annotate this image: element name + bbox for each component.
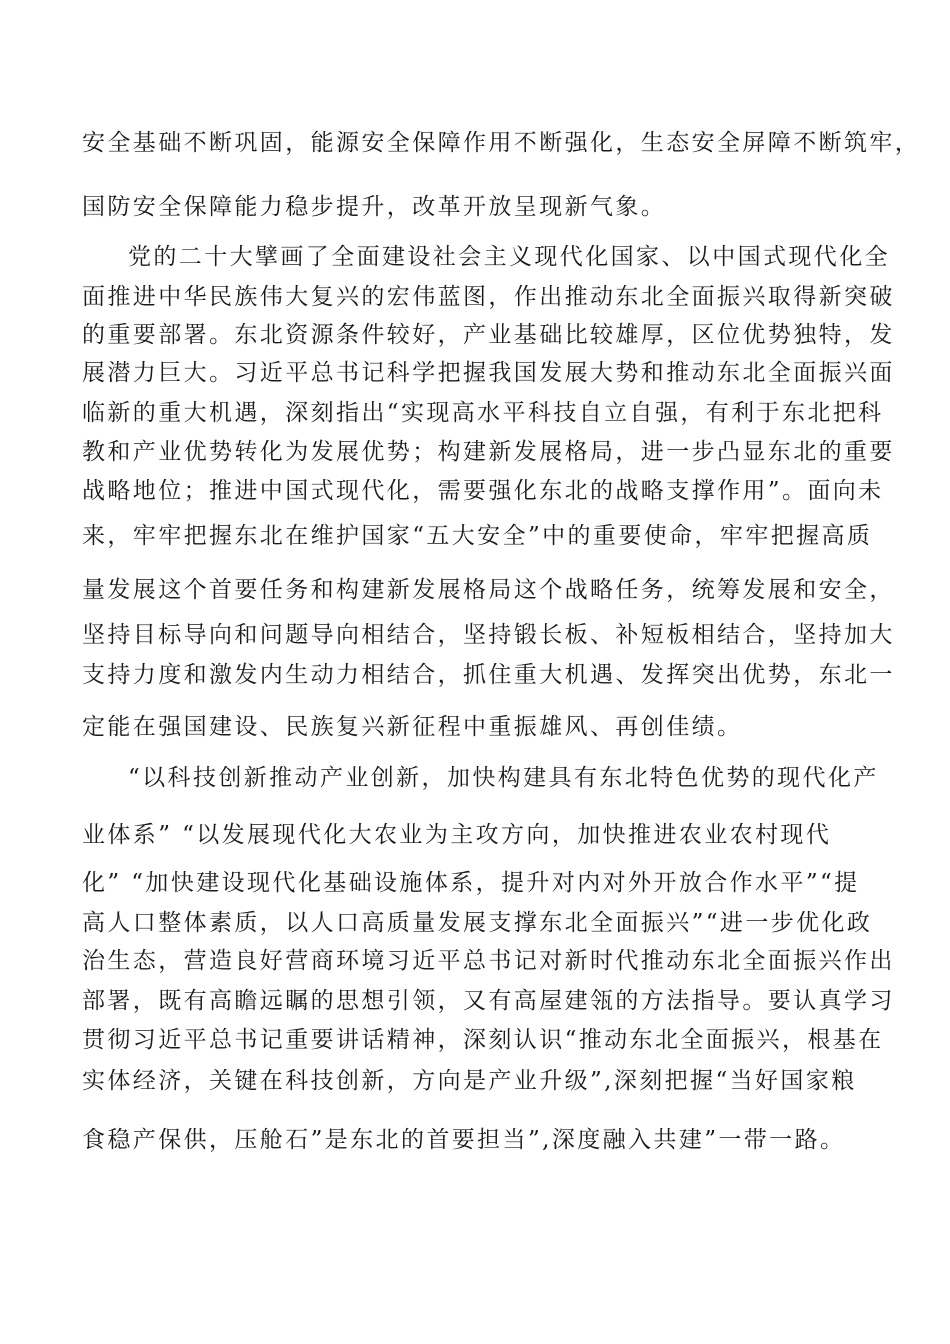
text-line: 坚持目标导向和问题导向相结合，坚持锻长板、补短板相结合，坚持加大 <box>82 622 895 648</box>
text-line: 临新的重大机遇，深刻指出“实现高水平科技自立自强，有利于东北把科 <box>82 400 884 426</box>
text-line: 教和产业优势转化为发展优势；构建新发展格局，进一步凸显东北的重要 <box>82 439 895 465</box>
text-line: 化” “加快建设现代化基础设施体系，提升对内对外开放合作水平”“提 <box>82 870 860 896</box>
text-line: 定能在强国建设、民族复兴新征程中重振雄风、再创佳绩。 <box>82 714 743 740</box>
text-line: 的重要部署。东北资源条件较好，产业基础比较雄厚，区位优势独特，发 <box>82 322 895 348</box>
text-line: 实体经济，关键在科技创新，方向是产业升级”,深刻把握“当好国家粮 <box>82 1068 857 1094</box>
text-line: 治生态，营造良好营商环境习近平总书记对新时代推动东北全面振兴作出 <box>82 948 895 974</box>
text-line: 面推进中华民族伟大复兴的宏伟蓝图，作出推动东北全面振兴取得新突破 <box>82 284 895 310</box>
text-line: 贯彻习近平总书记重要讲话精神，深刻认识“推动东北全面振兴，根基在 <box>82 1027 884 1053</box>
text-line: 高人口整体素质，以人口高质量发展支撑东北全面振兴”“进一步优化政 <box>82 910 873 936</box>
text-line: 展潜力巨大。习近平总书记科学把握我国发展大势和推动东北全面振兴面 <box>82 360 895 386</box>
text-line: 食稳产保供，压舱石”是东北的首要担当”,深度融入共建”一带一路。 <box>82 1127 846 1153</box>
text-line: 部署，既有高瞻远瞩的思想引领，又有高屋建瓴的方法指导。要认真学习 <box>82 988 895 1014</box>
text-line: 战略地位；推进中国式现代化，需要强化东北的战略支撑作用”。面向未 <box>82 478 884 504</box>
paragraph-start-line: 党的二十大擘画了全面建设社会主义现代化国家、以中国式现代化全 <box>128 244 890 270</box>
text-line: 业体系” “以发展现代化大农业为主攻方向，加快推进农业农村现代 <box>82 822 832 848</box>
text-line: 安全基础不断巩固，能源安全保障作用不断强化，生态安全屏障不断筑牢， <box>82 130 921 156</box>
text-line: 国防安全保障能力稳步提升，改革开放呈现新气象。 <box>82 194 667 220</box>
text-line: 来，牢牢把握东北在维护国家“五大安全”中的重要使命，牢牢把握高质 <box>82 523 873 549</box>
text-line: 支持力度和激发内生动力相结合，抓住重大机遇、发挥突出优势，东北一 <box>82 662 895 688</box>
text-line: 量发展这个首要任务和构建新发展格局这个战略任务，统筹发展和安全， <box>82 577 895 603</box>
paragraph-start-line: “以科技创新推动产业创新，加快构建具有东北特色优势的现代化产 <box>128 765 879 791</box>
